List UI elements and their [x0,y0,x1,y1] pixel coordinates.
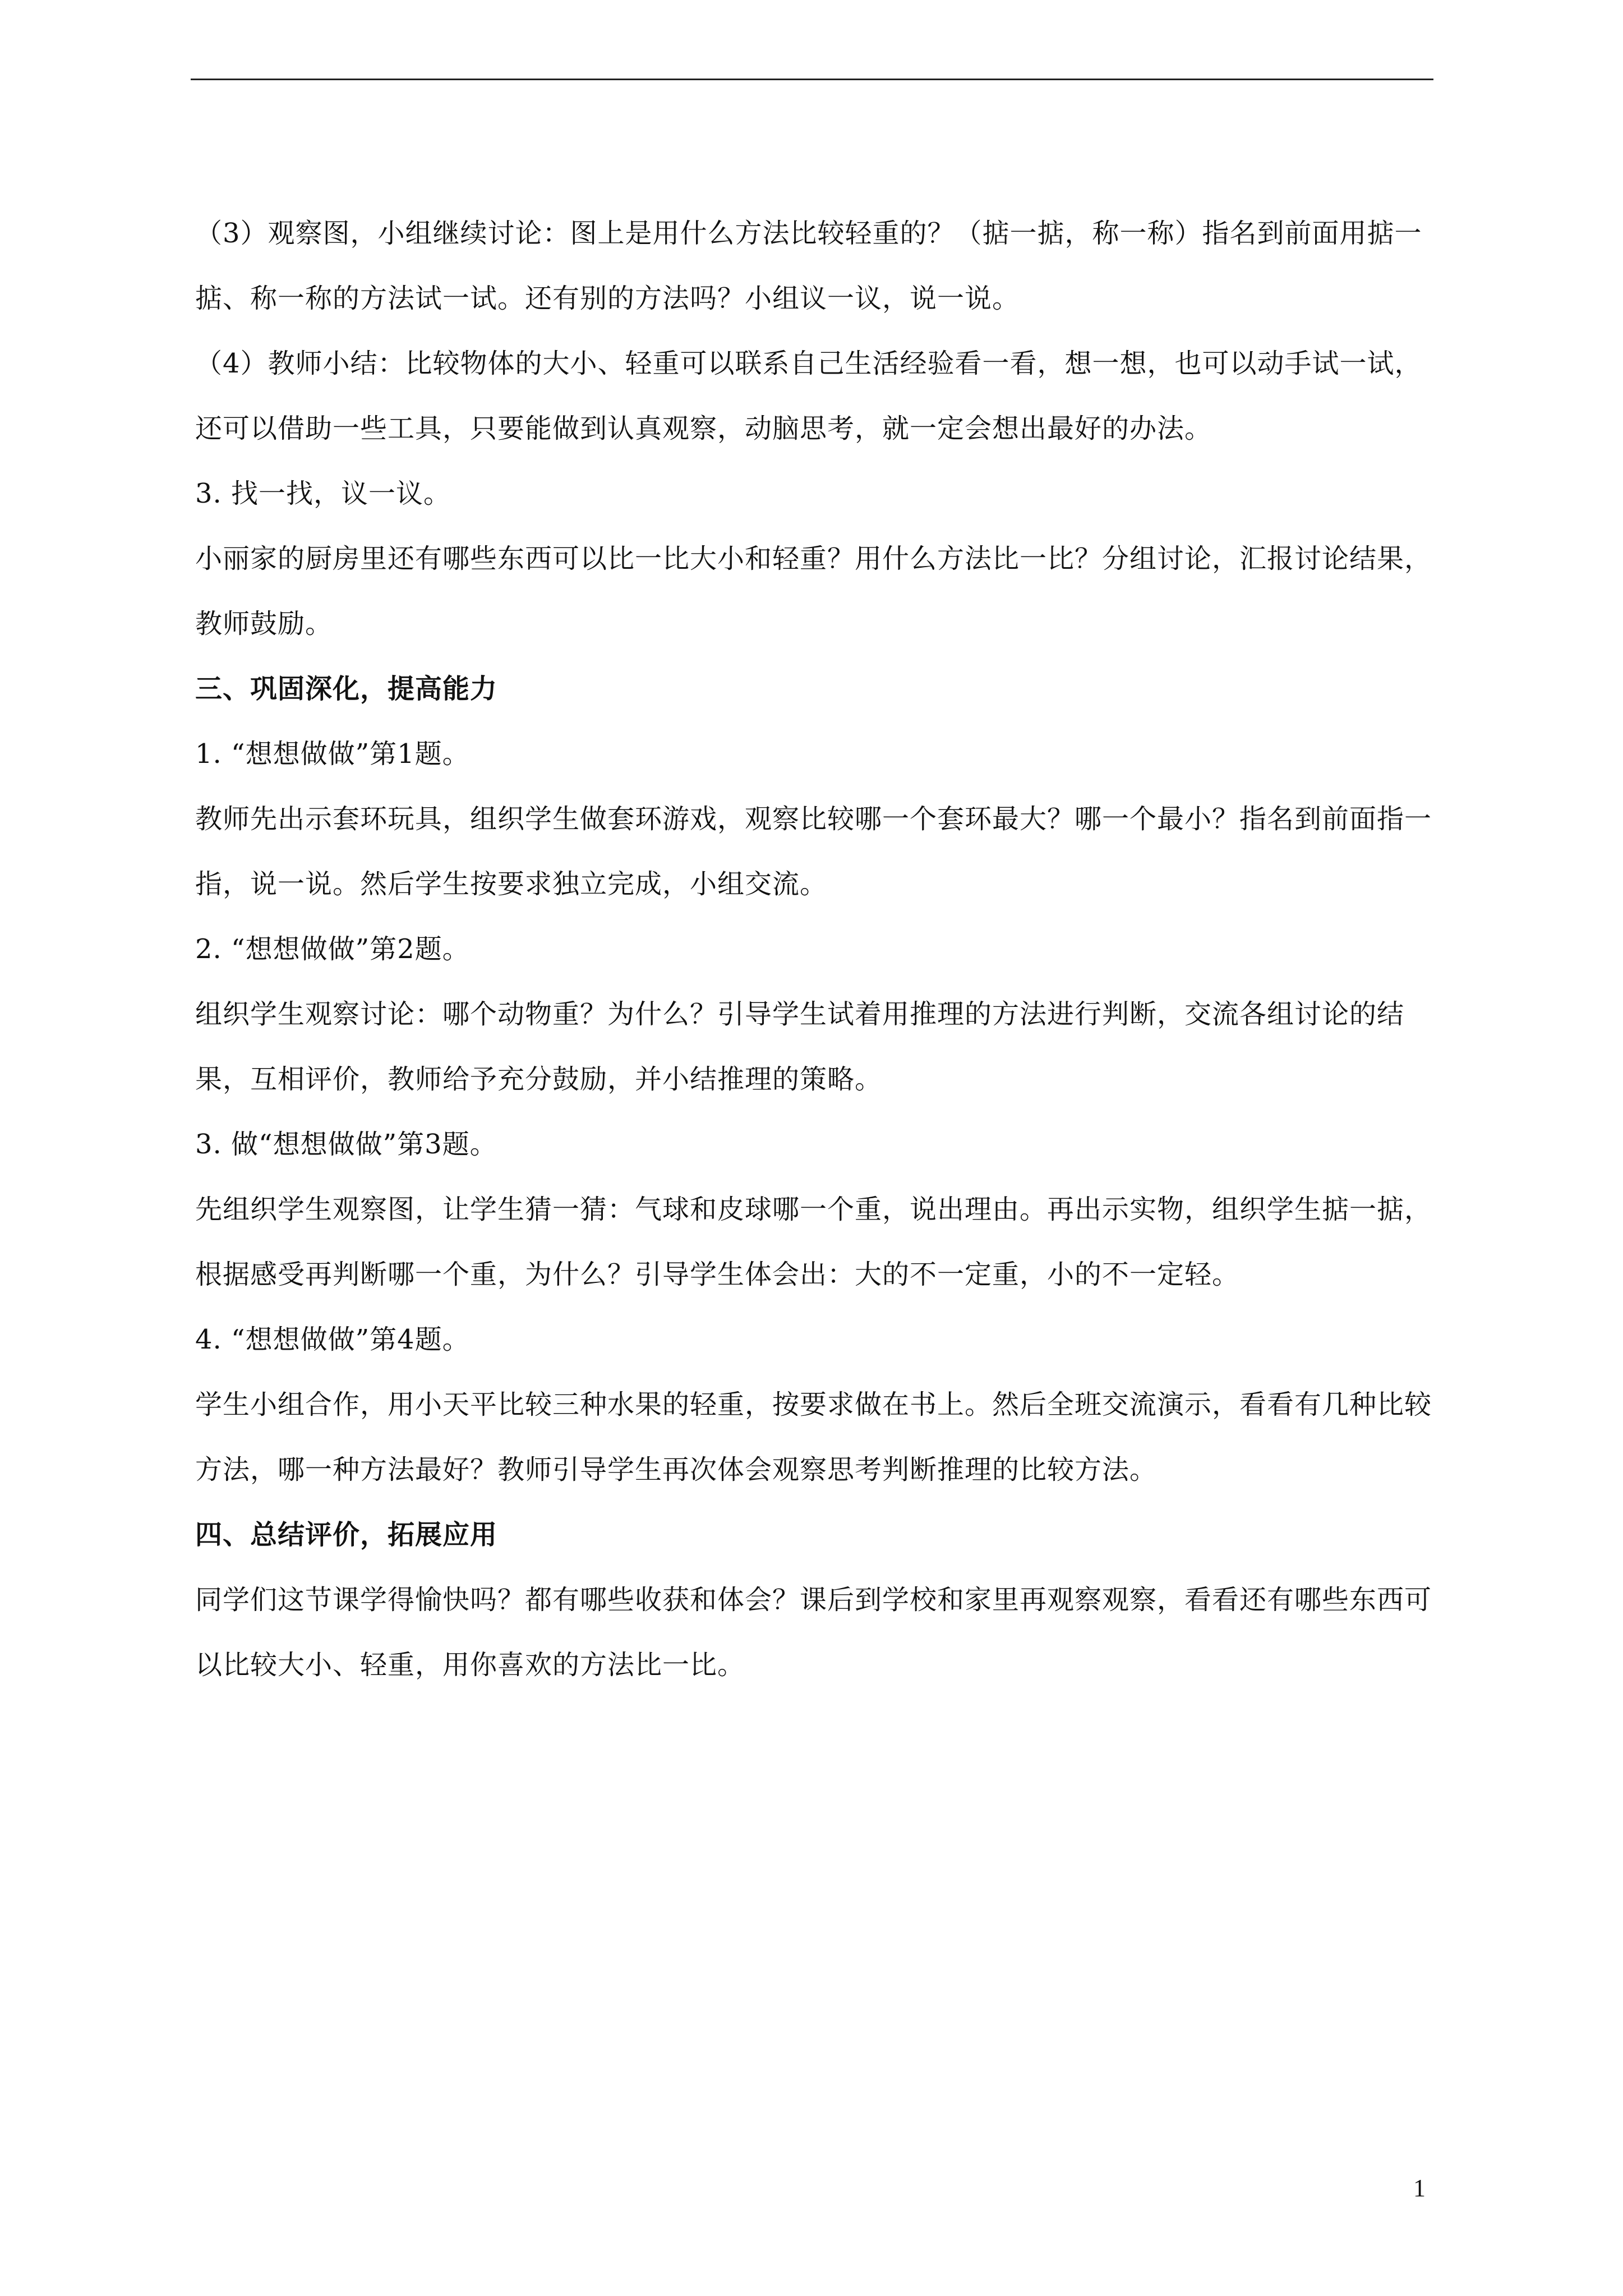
page-number: 1 [1413,2174,1426,2202]
paragraph-exercise-3-body: 先组织学生观察图，让学生猜一猜：气球和皮球哪一个重，说出理由。再出示实物，组织学生掂一掂，根据感受再判断哪一个重，为什么？引导学生体会出：大的不一定重，小的不一定轻。 [195,1194,1432,1290]
paragraph-exercise-4-heading: 4. “想想做做”第4题。 [195,1324,470,1355]
paragraph-closing: 同学们这节课学得愉快吗？都有哪些收获和体会？课后到学校和家里再观察观察，看看还有哪些东西可以比较大小、轻重，用你喜欢的方法比一比。 [195,1584,1432,1681]
paragraph-exercise-2-heading: 2. “想想做做”第2题。 [195,933,470,965]
section-heading-summary: 四、总结评价，拓展应用 [195,1519,498,1550]
paragraph-exercise-1-heading: 1. “想想做做”第1题。 [195,738,470,770]
paragraph-exercise-4-body: 学生小组合作，用小天平比较三种水果的轻重，按要求做在书上。然后全班交流演示，看看有几种比较方法，哪一种方法最好？教师引导学生再次体会观察思考判断推理的比较方法。 [195,1389,1432,1485]
paragraph-teacher-summary: （4）教师小结：比较物体的大小、轻重可以联系自己生活经验看一看，想一想，也可以动手试一试，还可以借助一些工具，只要能做到认真观察，动脑思考，就一定会想出最好的办法。 [195,348,1422,444]
paragraph-exercise-3-heading: 3. 做“想想做做”第3题。 [195,1129,497,1160]
document-body [195,201,1433,1697]
header-rule [191,79,1433,80]
paragraph-exercise-1-body: 教师先出示套环玩具，组织学生做套环游戏，观察比较哪一个套环最大？哪一个最小？指名到前面指一指，说一说。然后学生按要求独立完成，小组交流。 [195,803,1432,900]
section-heading-consolidate: 三、巩固深化，提高能力 [195,673,498,705]
paragraph-find-discuss-heading: 3. 找一找，议一议。 [195,478,451,509]
paragraph-exercise-2-body: 组织学生观察讨论：哪个动物重？为什么？引导学生试着用推理的方法进行判断，交流各组讨论的结果，互相评价，教师给予充分鼓励，并小结推理的策略。 [195,999,1405,1095]
paragraph-observe-discuss: （3）观察图，小组继续讨论：图上是用什么方法比较轻重的？（掂一掂，称一称）指名到前面用掂一掂、称一称的方法试一试。还有别的方法吗？小组议一议，说一说。 [195,218,1422,314]
paragraph-kitchen-question: 小丽家的厨房里还有哪些东西可以比一比大小和轻重？用什么方法比一比？分组讨论，汇报讨论结果，教师鼓励。 [195,543,1432,639]
